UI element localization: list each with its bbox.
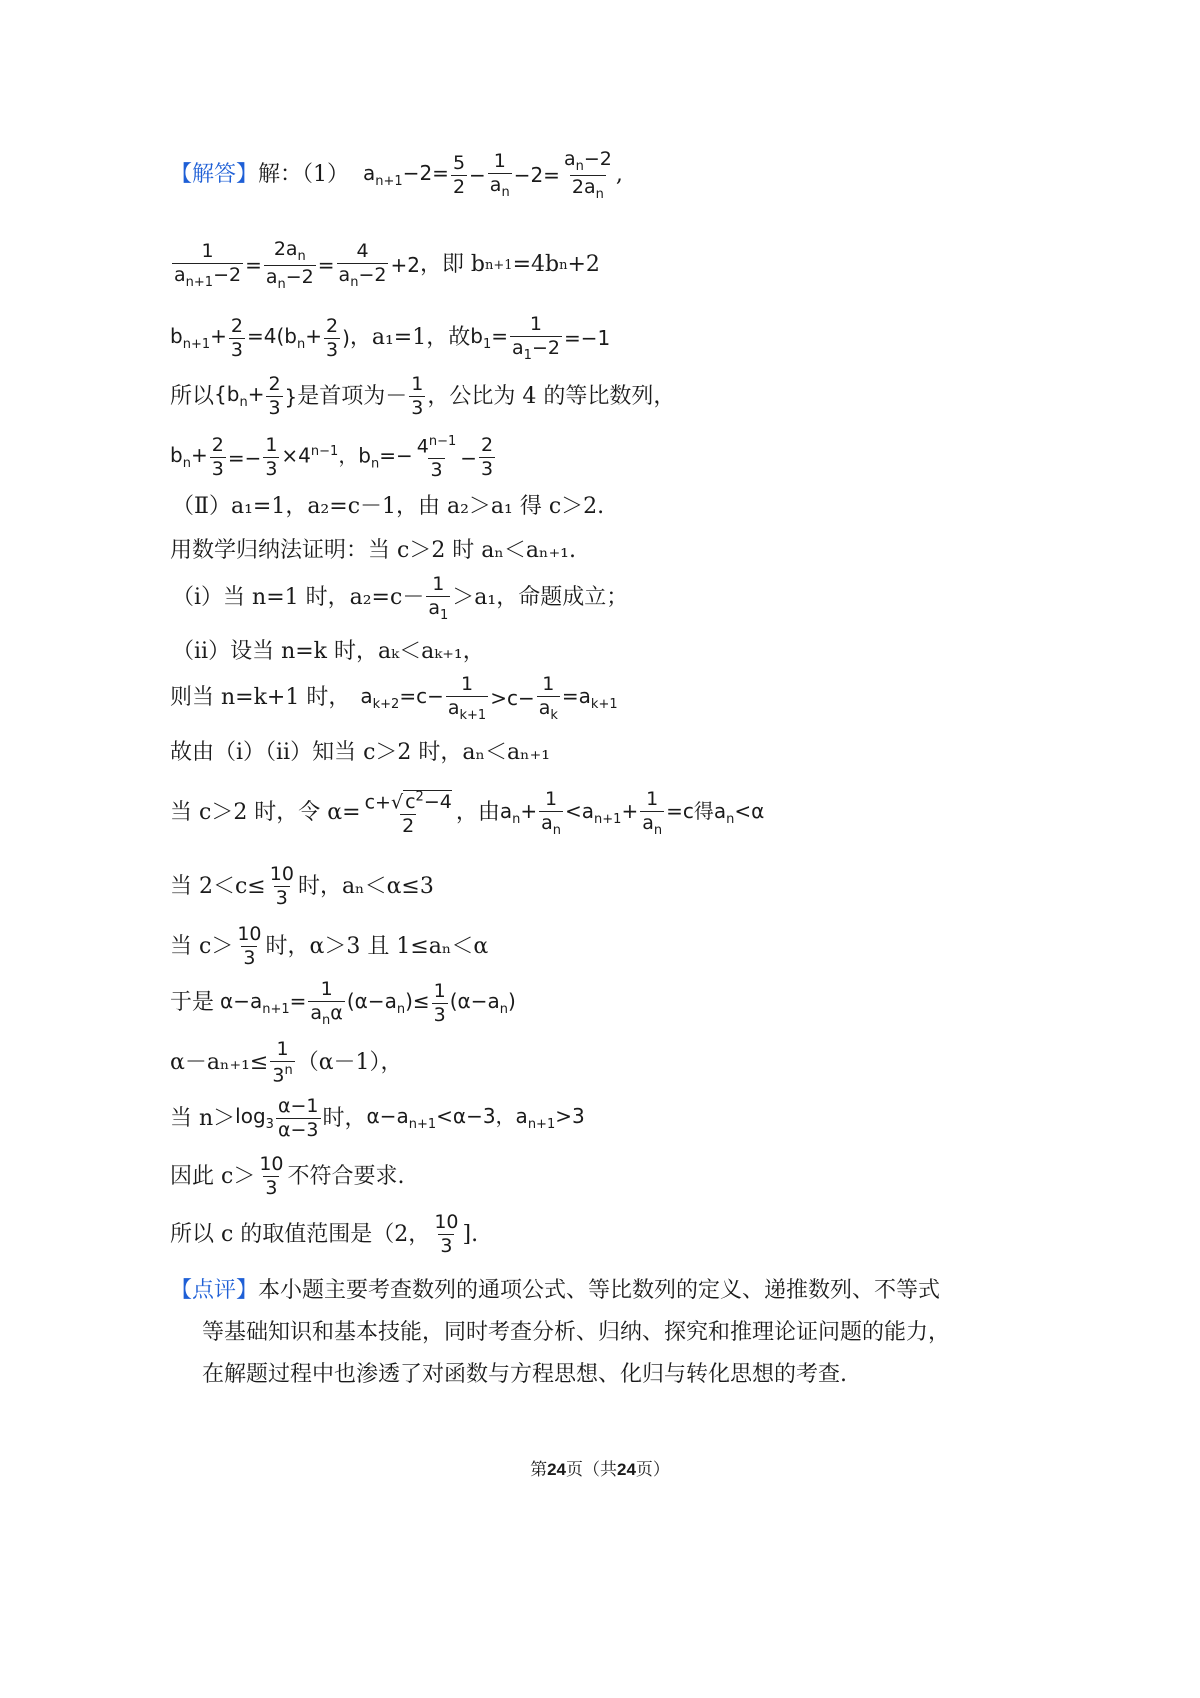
fraction: $\frac{1}{a_{k+1}}$: [447, 673, 487, 723]
fraction: $\frac{1}{a_n}$: [642, 788, 663, 838]
fraction: $\frac{2a_n}{a_n-2}$: [265, 238, 314, 292]
fraction: $\frac{10}{3}$: [269, 863, 294, 909]
fraction: $\frac{1}{a_{n+1}-2}$: [174, 239, 242, 290]
answer-line-4: 所以 {$b_n+$ $\frac{2}{3}$ } 是首项为－ $\frac{1}{3}$ ，公比为 4 的等比数列，: [170, 373, 676, 419]
answer-line-6: （Ⅱ）a₁=1，a₂=c－1，由 a₂＞a₁ 得 c＞2.: [172, 494, 605, 519]
fraction: $\frac{2}{3}$: [481, 434, 494, 481]
fraction: $\frac{\alpha-1}{\alpha-3}$: [277, 1095, 319, 1141]
answer-line-12: 当 c＞2 时，令 α= $\frac{c+√ c^2-4}{2}$ ，由 $a_n+$ $\frac{1}{a_n}$ $<a_{n+1}+$ $\frac{1}{a_n}$ =c得$a_n<\alpha$: [170, 788, 765, 838]
answer-line-19: 所以 c 的取值范围是（2， $\frac{10}{3}$ ].: [170, 1211, 479, 1257]
answer-intro: 解：（1）: [258, 162, 350, 188]
answer-line-9: （ⅱ）设当 n=k 时，aₖ＜aₖ₊₁，: [172, 639, 485, 664]
answer-tag: 【解答】: [170, 162, 259, 188]
answer-line-11: 故由（ⅰ）（ⅱ）知当 c＞2 时，aₙ＜aₙ₊₁: [170, 740, 551, 765]
fraction: $\frac{4}{a_n-2}$: [338, 239, 387, 290]
fraction: $\frac{1}{3}$: [433, 979, 446, 1026]
fraction: $\frac{1}{a_n\alpha}$: [310, 978, 343, 1028]
fraction: $\frac{1}{3}$: [265, 434, 278, 481]
comment-tag: 【点评】: [170, 1278, 259, 1303]
fraction: $\frac{1}{a_1-2}$: [512, 313, 560, 363]
fraction: $\frac{1}{3^n}$: [272, 1038, 293, 1087]
answer-line-17: 当 n＞ $\log_3$ $\frac{\alpha-1}{\alpha-3}$ 时， $\alpha-a_{n+1}<\alpha-3$，$a_{n+1}>3$: [170, 1095, 585, 1141]
page-footer: 第24页（共24页）: [530, 1460, 670, 1480]
total-pages: 24: [617, 1460, 636, 1479]
comment-block: [170, 1270, 1050, 1396]
fraction: $\frac{10}{3}$: [237, 923, 262, 969]
answer-line-16: α－aₙ₊₁≤ $\frac{1}{3^n}$ （α－1），: [170, 1038, 403, 1087]
fraction: $\frac{1}{3}$: [411, 373, 424, 419]
fraction: $\frac{1}{a_n}$: [541, 788, 562, 838]
answer-line-18: 因此 c＞ $\frac{10}{3}$ 不符合要求.: [170, 1153, 405, 1199]
fraction: $\frac{a_n-2}{2a_n}$: [563, 148, 612, 202]
fraction: $\frac{1}{a_1}$: [428, 573, 449, 623]
answer-line-13: 当 2＜c≤ $\frac{10}{3}$ 时，aₙ＜α≤3: [170, 863, 434, 909]
fraction: $\frac{c+√ c^2-4}{2}$: [364, 789, 452, 838]
fraction: $\frac{10}{3}$: [259, 1153, 284, 1199]
fraction: $\frac{1}{a_k}$: [538, 673, 558, 723]
answer-line-7: 用数学归纳法证明：当 c＞2 时 aₙ＜aₙ₊₁.: [170, 538, 576, 563]
fraction: $\frac{10}{3}$: [434, 1211, 459, 1257]
comment-text-1: 本小题主要考查数列的通项公式、等比数列的定义、递推数列、不等式: [258, 1278, 941, 1303]
fraction: $\frac{5}{2}$: [452, 151, 466, 198]
comment-text-2: 等基础知识和基本技能，同时考查分析、归纳、探究和推理论证问题的能力，: [202, 1320, 951, 1345]
answer-line-2: $\frac{1}{a_{n+1}-2}$ = $\frac{2a_n}{a_n-2}$ = $\frac{4}{a_n-2}$ +2 ，即 b n+1 =4b n +2: [174, 238, 600, 292]
fraction: $\frac{1}{a_n}$: [489, 149, 510, 200]
formula-1: $a_{n+1}-2=$: [363, 160, 449, 189]
answer-line-10: 则当 n=k+1 时， $a_{k+2}=c-$ $\frac{1}{a_{k+1}}$ >c− $\frac{1}{a_k}$ $=a_{k+1}$: [170, 673, 618, 723]
answer-line-5: $b_n+$ $\frac{2}{3}$ =− $\frac{1}{3}$ $\times 4^{n-1}$，$b_n=-$ $\frac{4^{n-1}}{3}$ − $\frac{2}{3}$: [170, 434, 494, 482]
answer-line-8: （ⅰ）当 n=1 时，a₂=c－ $\frac{1}{a_1}$ ＞a₁，命题成立；: [172, 573, 629, 623]
fraction: $\frac{2}{3}$: [325, 314, 339, 361]
comment-text-3: 在解题过程中也渗透了对函数与方程思想、化归与转化思想的考查.: [202, 1362, 847, 1387]
answer-line-15: 于是 $\alpha-a_{n+1}=$ $\frac{1}{a_n\alpha}$ $(\alpha-a_n)\le$ $\frac{1}{3}$ $(\alpha-a_n)$: [170, 978, 516, 1028]
fraction: $\frac{2}{3}$: [268, 373, 281, 419]
fraction: $\frac{2}{3}$: [211, 434, 224, 481]
fraction: $\frac{2}{3}$: [230, 314, 243, 361]
answer-line-3: $b_{n+1}+$ $\frac{2}{3}$ $=4(b_n+$ $\frac{2}{3}$ ) ，a₁=1，故 $b_1=$ $\frac{1}{a_1-2}$ =−1: [170, 313, 611, 363]
page-number: 24: [547, 1460, 566, 1479]
fraction: $\frac{4^{n-1}}{3}$: [416, 434, 457, 482]
answer-line-1: 【解答】 解：（1） $a_{n+1}-2=$ $\frac{5}{2}$ − $\frac{1}{a_n}$ −2= $\frac{a_n-2}{2a_n}$ ,: [170, 148, 623, 202]
answer-line-14: 当 c＞ $\frac{10}{3}$ 时，α＞3 且 1≤aₙ＜α: [170, 923, 489, 969]
